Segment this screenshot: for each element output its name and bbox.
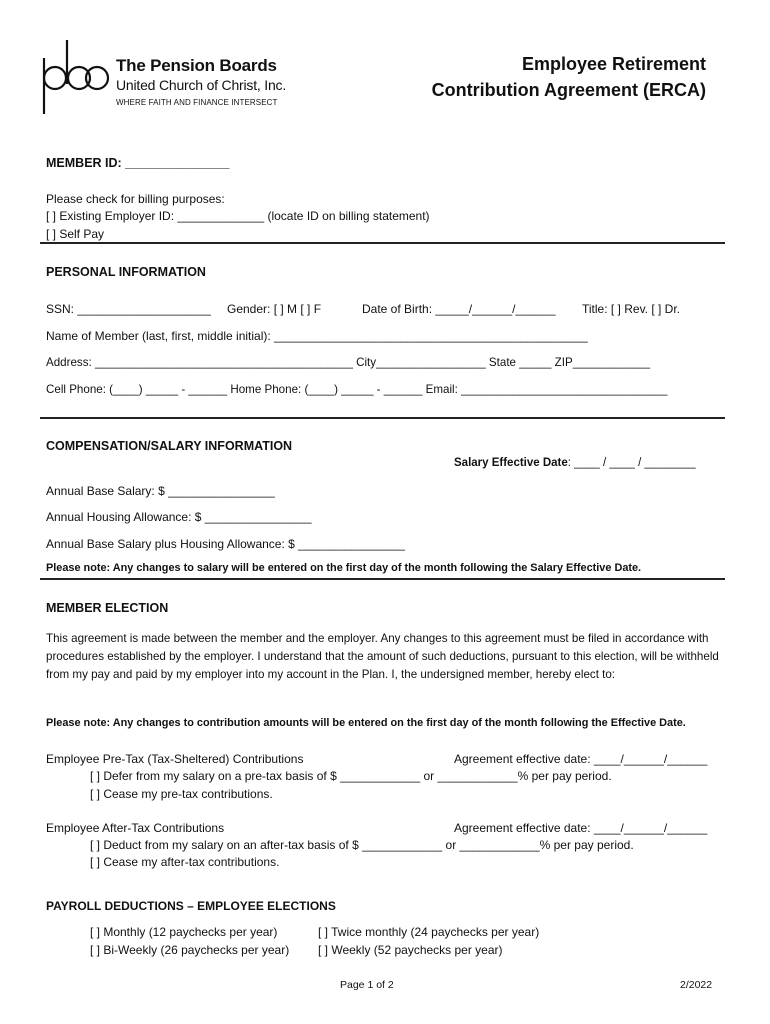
- salary-note: Please note: Any changes to salary will be entered on the first day of the month following the Salary Effective Date.: [46, 562, 642, 574]
- contribution-note: Please note: Any changes to contribution amounts will be entered on the first day of the month following the Effective Date.: [46, 717, 686, 729]
- salary-effective-date-value: : ____ / ____ / ________: [567, 457, 696, 469]
- pretax-defer-checkbox[interactable]: [ ] Defer from my salary on a pre-tax basis of $ ____________ or ____________% per pay period.: [90, 769, 612, 783]
- divider: [40, 242, 725, 244]
- document-title-line1: Employee Retirement: [521, 54, 706, 74]
- payroll-title: PAYROLL DEDUCTIONS – EMPLOYEE ELECTIONS: [46, 899, 336, 913]
- housing-allowance-field[interactable]: Annual Housing Allowance: $ ________________: [46, 510, 312, 524]
- title-field[interactable]: Title: [ ] Rev. [ ] Dr.: [582, 302, 681, 316]
- existing-employer-checkbox[interactable]: [ ] Existing Employer ID: _____________ (locate ID on billing statement): [46, 209, 430, 223]
- ssn-field[interactable]: SSN: ____________________: [46, 302, 211, 316]
- twice-monthly-checkbox[interactable]: [ ] Twice monthly (24 paychecks per year): [318, 925, 540, 939]
- document-title-line2: Contribution Agreement (ERCA): [431, 80, 706, 100]
- org-name: The Pension Boards: [116, 56, 277, 75]
- org-subtitle: United Church of Christ, Inc.: [116, 77, 287, 93]
- date-of-birth-field[interactable]: Date of Birth: _____/______/______: [362, 302, 556, 316]
- salary-effective-date-label: Salary Effective Date: [454, 457, 568, 469]
- page-number: Page 1 of 2: [340, 979, 394, 991]
- member-id-field[interactable]: MEMBER ID: _______________: [46, 156, 230, 170]
- total-salary-field[interactable]: Annual Base Salary plus Housing Allowance: $ ________________: [46, 537, 405, 551]
- weekly-checkbox[interactable]: [ ] Weekly (52 paychecks per year): [318, 943, 503, 957]
- aftertax-cease-checkbox[interactable]: [ ] Cease my after-tax contributions.: [90, 855, 280, 869]
- divider: [40, 417, 725, 419]
- aftertax-title: Employee After-Tax Contributions: [46, 821, 225, 835]
- self-pay-checkbox[interactable]: [ ] Self Pay: [46, 227, 105, 241]
- compensation-title: COMPENSATION/SALARY INFORMATION: [46, 439, 293, 453]
- pretax-cease-checkbox[interactable]: [ ] Cease my pre-tax contributions.: [90, 787, 273, 801]
- org-tagline: WHERE FAITH AND FINANCE INTERSECT: [116, 98, 278, 107]
- member-election-title: MEMBER ELECTION: [46, 601, 169, 615]
- salary-effective-date-field[interactable]: [454, 457, 696, 469]
- pension-boards-logo-icon: [40, 40, 110, 114]
- pretax-effective-date-field[interactable]: Agreement effective date: ____/______/______: [454, 752, 708, 766]
- phone-email-field[interactable]: Cell Phone: (____) _____ - ______ Home Phone: (____) _____ - ______ Email: ________________________________: [46, 383, 668, 396]
- document-title: [432, 51, 706, 103]
- gender-field[interactable]: Gender: [ ] M [ ] F: [227, 302, 322, 316]
- divider: [40, 578, 725, 580]
- revision-date: 2/2022: [680, 979, 713, 991]
- aftertax-effective-date-field[interactable]: Agreement effective date: ____/______/______: [454, 821, 708, 835]
- member-name-field[interactable]: Name of Member (last, first, middle initial): _______________________________________________: [46, 329, 588, 343]
- monthly-checkbox[interactable]: [ ] Monthly (12 paychecks per year): [90, 925, 278, 939]
- election-body: This agreement is made between the member and the employer. Any changes to this agreement must be filed in accordance with procedures established by the employer. I understand that the amount of such deductions, pursuant to this election, will be withheld from my pay and paid by my employer into my account in the Plan. I, the undersigned member, hereby elect to:: [46, 632, 719, 681]
- biweekly-checkbox[interactable]: [ ] Bi-Weekly (26 paychecks per year): [90, 943, 290, 957]
- aftertax-deduct-checkbox[interactable]: [ ] Deduct from my salary on an after-tax basis of $ ____________ or ____________% per pay period.: [90, 838, 634, 852]
- annual-base-salary-field[interactable]: Annual Base Salary: $ ________________: [46, 484, 275, 498]
- personal-info-title: PERSONAL INFORMATION: [46, 265, 206, 279]
- pretax-title: Employee Pre-Tax (Tax-Sheltered) Contributions: [46, 752, 304, 766]
- address-field[interactable]: Address: ________________________________________ City_________________ State _____ ZIP____________: [46, 356, 651, 369]
- billing-prompt: Please check for billing purposes:: [46, 192, 225, 206]
